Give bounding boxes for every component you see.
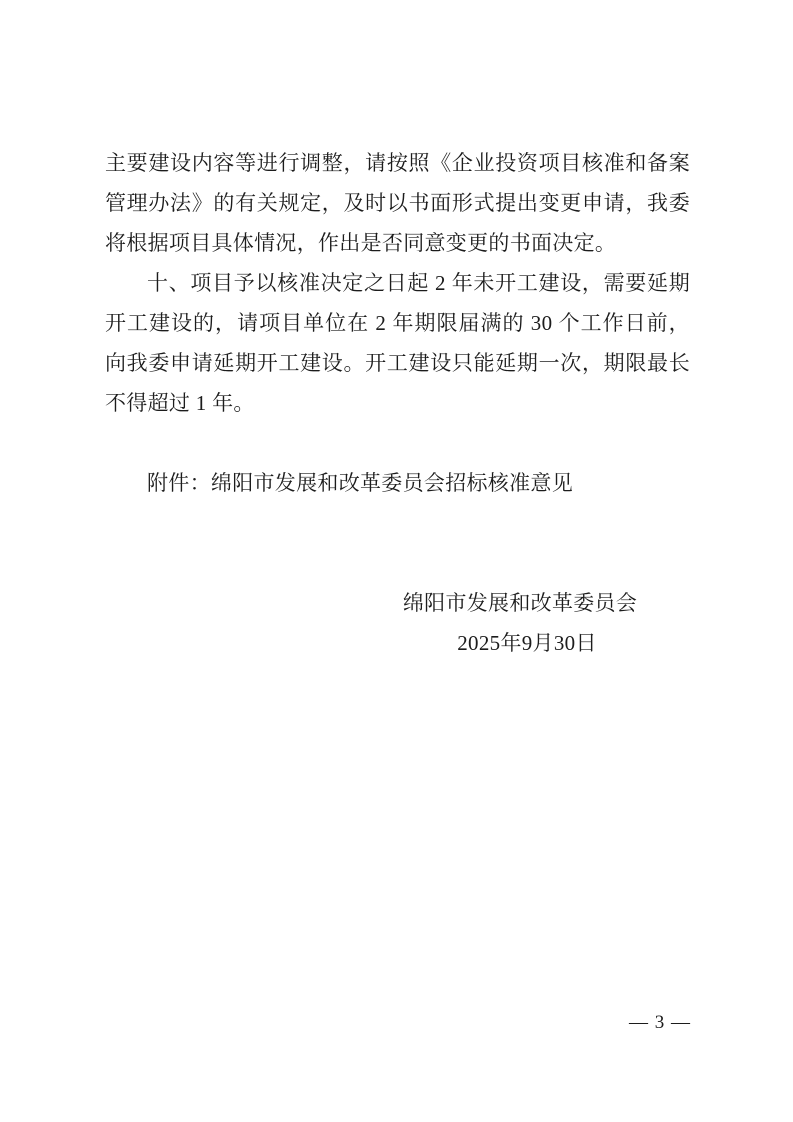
page-number: — 3 — [629, 1012, 691, 1033]
paragraph-item-ten-construction-deadline: 十、项目予以核准决定之日起 2 年未开工建设，需要延期开工建设的，请项目单位在 2 年期限届满的 30 个工作日前，向我委申请延期开工建设。开工建设只能延期一次，期限最长不得超过 1 年。 [105, 271, 690, 415]
signature-block [380, 583, 660, 663]
signature-date: 2025年9月30日 [457, 631, 597, 655]
paragraph-change-application: 主要建设内容等进行调整，请按照《企业投资项目核准和备案管理办法》的有关规定，及时以书面形式提出变更申请，我委将根据项目具体情况，作出是否同意变更的书面决定。 [105, 151, 690, 255]
signature-organization: 绵阳市发展和改革委员会 [402, 591, 638, 615]
document-body [105, 143, 690, 663]
attachment-line: 附件：绵阳市发展和改革委员会招标核准意见 [147, 471, 573, 495]
